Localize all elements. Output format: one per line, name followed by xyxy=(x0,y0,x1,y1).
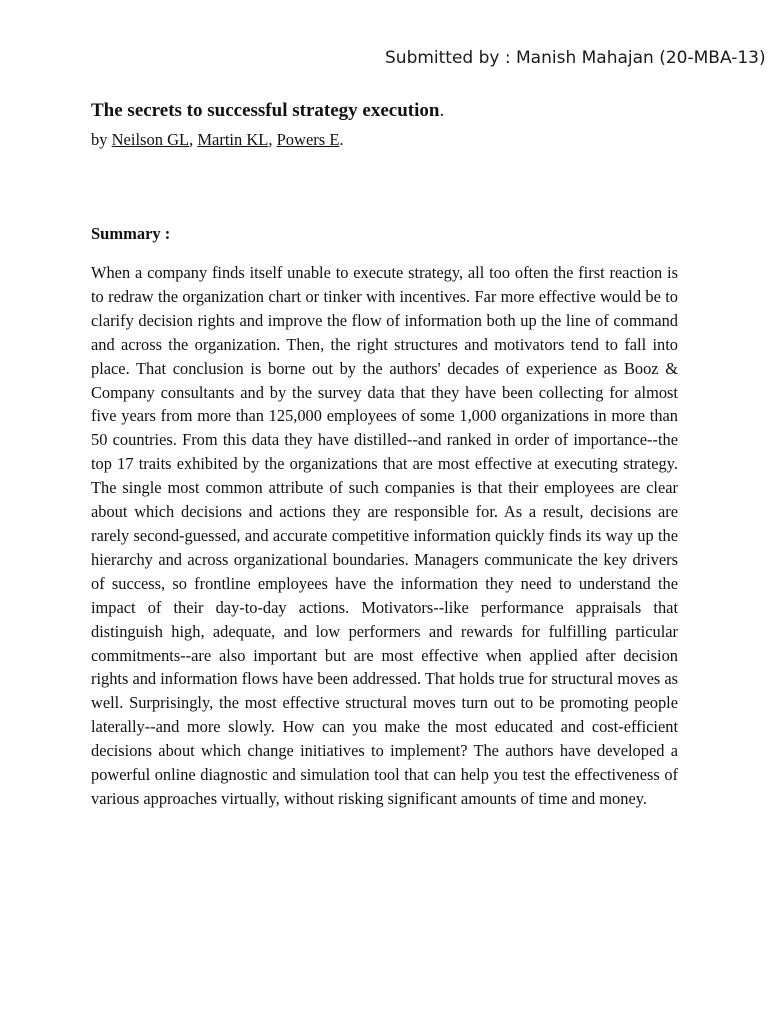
author-link-martin[interactable]: Martin KL xyxy=(197,130,269,149)
byline xyxy=(91,130,344,150)
summary-paragraph: When a company finds itself unable to execute strategy, all too often the first reaction is to redraw the organization chart or tinker with incentives. Far more effective would be to clarify decision rights and improve the flow of information both up the line of command and across the organization. Then, the right structures and motivators tend to fall into place. That conclusion is borne out by the authors' decades of experience as Booz & Company consultants and by the survey data that they have been collecting for almost five years from more than 125,000 employees of some 1,000 organizations in more than 50 countries. From this data they have distilled--and ranked in order of importance--the top 17 traits exhibited by the organizations that are most effective at executing strategy. The single most common attribute of such companies is that their employees are clear about which decisions and actions they are responsible for. As a result, decisions are rarely second-guessed, and accurate competitive information quickly finds its way up the hierarchy and across organizational boundaries. Managers communicate the key drivers of success, so frontline employees have the information they need to understand the impact of their day-to-day actions. Motivators--like performance appraisals that distinguish high, adequate, and low performers and rewards for fulfilling particular commitments--are also important but are most effective when applied after decision rights and information flows have been addressed. That holds true for structural moves as well. Surprisingly, the most effective structural moves turn out to be promoting people laterally--and more slowly. How can you make the most educated and cost-efficient decisions about which change initiatives to implement? The authors have developed a powerful online diagnostic and simulation tool that can help you test the effectiveness of various approaches virtually, without risking significant amounts of time and money. xyxy=(91,263,678,808)
author-separator: , xyxy=(268,130,277,149)
title-period: . xyxy=(439,100,445,121)
author-separator: , xyxy=(189,130,198,149)
by-prefix: by xyxy=(91,130,112,149)
title-line xyxy=(91,100,444,122)
byline-end-period: . xyxy=(339,130,344,149)
submitted-by: Submitted by : Manish Mahajan (20-MBA-13) xyxy=(385,48,766,68)
summary-heading: Summary : xyxy=(91,224,171,243)
article-title: The secrets to successful strategy execution xyxy=(91,100,440,121)
author-link-powers[interactable]: Powers E xyxy=(276,130,340,149)
author-link-neilson[interactable]: Neilson GL xyxy=(111,130,190,149)
